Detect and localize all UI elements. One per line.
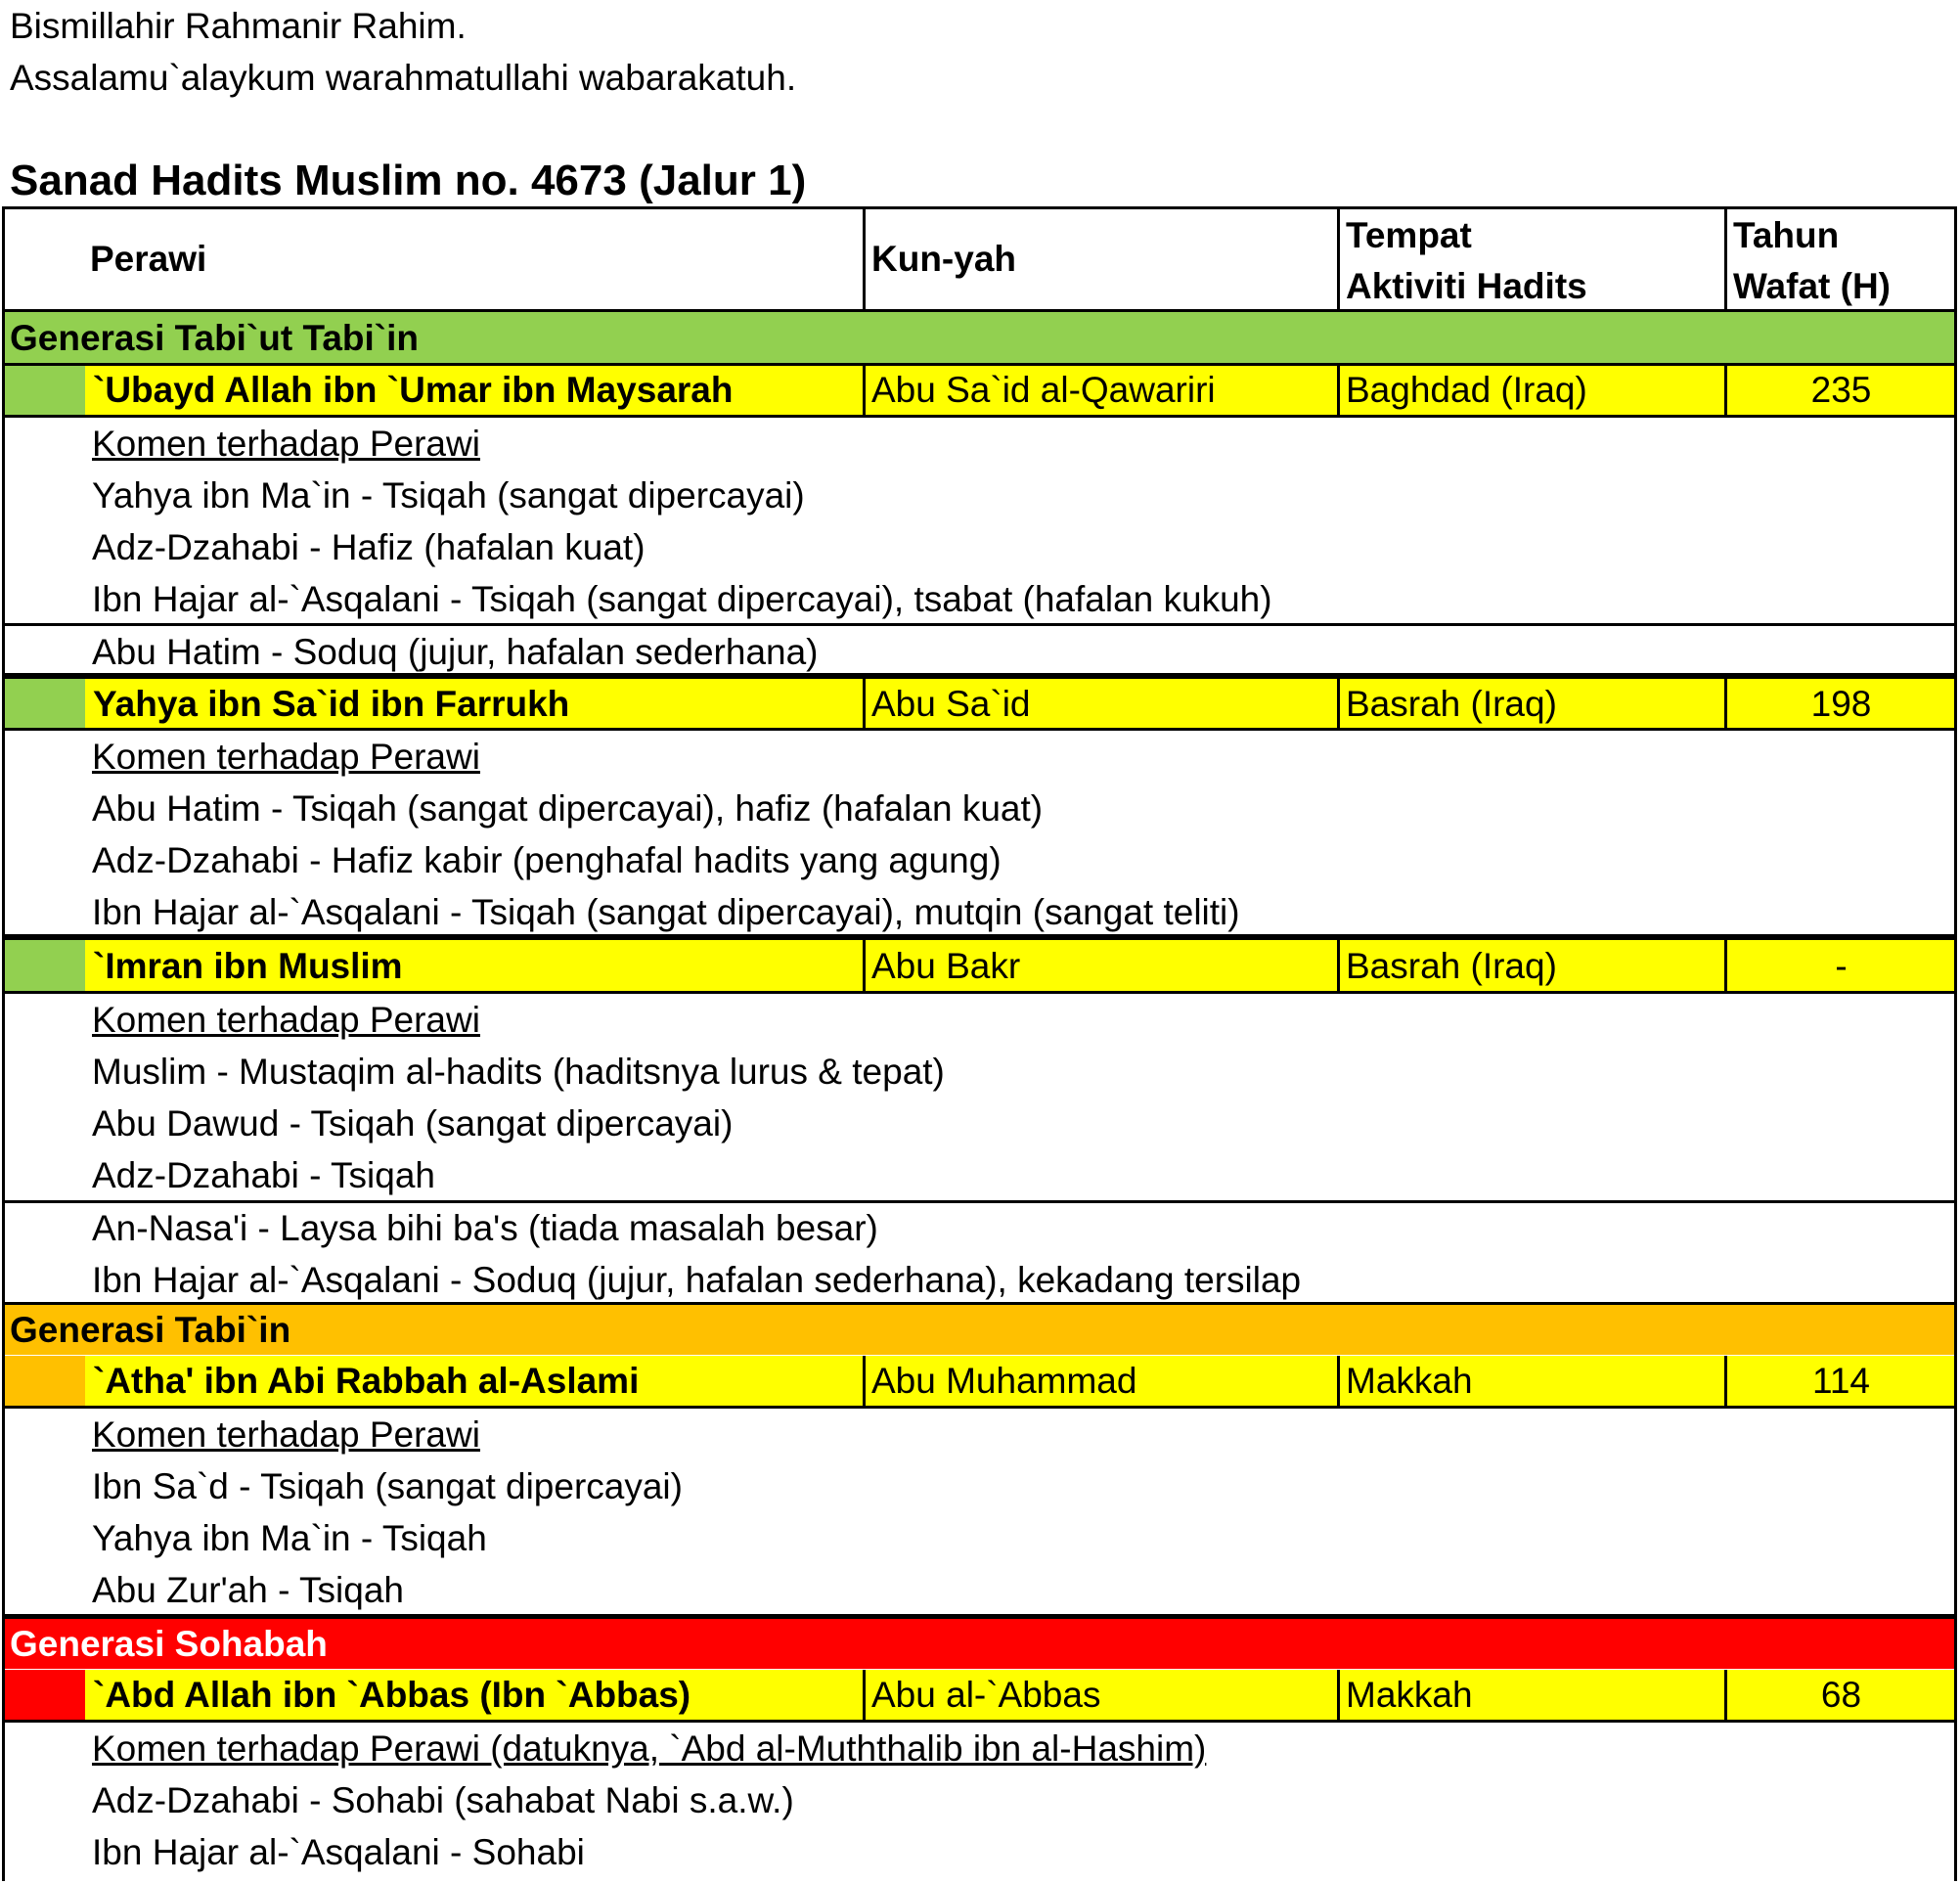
- comment-line: An-Nasa'i - Laysa bihi ba's (tiada masalah besar): [92, 1208, 878, 1248]
- narrator-tahun: [1725, 364, 1957, 416]
- comment-line: Ibn Hajar al-`Asqalani - Tsiqah (sangat dipercayai), tsabat (hafalan kukuh): [92, 579, 1272, 619]
- generation-sohabah: [2, 1619, 1957, 1669]
- comment-line: Adz-Dzahabi - Sohabi (sahabat Nabi s.a.w.): [92, 1780, 794, 1820]
- narrator-row-4: [2, 1356, 1957, 1406]
- narrator-tempat: [1338, 1670, 1725, 1720]
- narrator-name: [85, 364, 864, 416]
- generation-tabiut-tabiin: [2, 312, 1957, 364]
- narrator-tempat-text: Baghdad (Iraq): [1346, 369, 1587, 410]
- comment-line: Adz-Dzahabi - Hafiz kabir (penghafal hadits yang agung): [92, 840, 1002, 880]
- narrator-name: [85, 940, 864, 992]
- narrator-kunyah: [864, 364, 1338, 416]
- narrator-tempat-text: Makkah: [1346, 1674, 1473, 1715]
- narrator-tahun-text: 198: [1810, 683, 1872, 724]
- narrator-tempat-text: Basrah (Iraq): [1346, 683, 1557, 724]
- narrator-kunyah-text: Abu Muhammad: [871, 1360, 1137, 1401]
- narrator-kunyah: [864, 1670, 1338, 1720]
- narrator-kunyah-text: Abu Bakr: [871, 945, 1021, 986]
- generation-tabiut-tabiin-label: Generasi Tabi`ut Tabi`in: [10, 317, 420, 358]
- comment-line: Ibn Hajar al-`Asqalani - Tsiqah (sangat dipercayai), mutqin (sangat teliti): [92, 892, 1240, 932]
- narrator-kunyah: [864, 940, 1338, 992]
- generation-tabiin-label: Generasi Tabi`in: [10, 1309, 291, 1350]
- narrator-kunyah-text: Abu al-`Abbas: [871, 1674, 1101, 1715]
- narrator-kunyah: [864, 679, 1338, 729]
- comment-line: Ibn Hajar al-`Asqalani - Soduq (jujur, hafalan sederhana), kekadang tersilap: [92, 1260, 1302, 1300]
- narrator-tempat: [1338, 679, 1725, 729]
- comment-head: Komen terhadap Perawi: [92, 1414, 480, 1455]
- header-tempat-line-1: Tempat: [1346, 215, 1472, 255]
- comment-line: Yahya ibn Ma`in - Tsiqah: [92, 1518, 487, 1558]
- header-tahun: [1725, 206, 1957, 311]
- comment-line: Abu Dawud - Tsiqah (sangat dipercayai): [92, 1103, 734, 1144]
- narrator-tahun-text: 68: [1820, 1674, 1862, 1715]
- generation-marker: [2, 1670, 85, 1720]
- page-title: Sanad Hadits Muslim no. 4673 (Jalur 1): [10, 157, 807, 204]
- narrator-tahun-text: 235: [1810, 369, 1872, 410]
- comments-block-3: [2, 994, 1957, 1305]
- generation-sohabah-label: Generasi Sohabah: [10, 1623, 328, 1664]
- narrator-tahun: [1725, 940, 1957, 992]
- generation-tabiin: [2, 1305, 1957, 1355]
- header-tempat: [1338, 206, 1725, 311]
- narrator-name-text: Yahya ibn Sa`id ibn Farrukh: [93, 683, 570, 724]
- header-tahun-line-1: Tahun: [1733, 215, 1840, 255]
- narrator-row-5: [2, 1670, 1957, 1720]
- narrator-tempat: [1338, 364, 1725, 416]
- header-kunyah: [864, 206, 1338, 311]
- narrator-tempat-text: Basrah (Iraq): [1346, 945, 1557, 986]
- narrator-name-text: `Atha' ibn Abi Rabbah al-Aslami: [93, 1360, 640, 1401]
- header-kunyah-label: Kun-yah: [871, 238, 1016, 279]
- generation-marker: [2, 940, 85, 992]
- table-header: [2, 206, 1957, 311]
- narrator-row-1: [2, 364, 1957, 416]
- header-perawi: [2, 206, 864, 311]
- comment-head: Komen terhadap Perawi: [92, 424, 480, 464]
- generation-marker: [2, 364, 85, 416]
- header-tempat-line-2: Aktiviti Hadits: [1346, 266, 1587, 306]
- narrator-kunyah: [864, 1356, 1338, 1406]
- narrator-kunyah-text: Abu Sa`id: [871, 683, 1031, 724]
- narrator-tempat-text: Makkah: [1346, 1360, 1473, 1401]
- greeting-line-2: Assalamu`alaykum warahmatullahi wabarakatuh.: [10, 58, 797, 98]
- narrator-tahun-text: -: [1835, 945, 1848, 986]
- narrator-tahun: [1725, 1670, 1957, 1720]
- narrator-tahun-text: 114: [1812, 1360, 1870, 1401]
- header-tahun-line-2: Wafat (H): [1733, 266, 1891, 306]
- comments-block-2: [2, 731, 1957, 936]
- comment-line: Muslim - Mustaqim al-hadits (haditsnya lurus & tepat): [92, 1052, 945, 1092]
- comment-line: Yahya ibn Ma`in - Tsiqah (sangat dipercayai): [92, 475, 805, 516]
- comment-line: Abu Hatim - Soduq (jujur, hafalan sederhana): [92, 632, 819, 672]
- comments-block-5: [2, 1723, 1957, 1881]
- narrator-tempat: [1338, 1356, 1725, 1406]
- generation-label: [2, 312, 1957, 364]
- narrator-row-3: [2, 940, 1957, 992]
- narrator-row-2: [2, 679, 1957, 729]
- generation-label: [2, 1619, 1957, 1669]
- narrator-name-text: `Ubayd Allah ibn `Umar ibn Maysarah: [93, 369, 734, 410]
- narrator-name: [85, 1356, 864, 1406]
- narrator-name: [85, 679, 864, 729]
- comment-head: Komen terhadap Perawi: [92, 737, 480, 777]
- narrator-tempat: [1338, 940, 1725, 992]
- greeting-line-1: Bismillahir Rahmanir Rahim.: [10, 6, 467, 46]
- comment-line: Adz-Dzahabi - Tsiqah: [92, 1155, 435, 1195]
- narrator-name-text: `Abd Allah ibn `Abbas (Ibn `Abbas): [93, 1674, 691, 1715]
- generation-label: [2, 1305, 1957, 1355]
- comment-head: Komen terhadap Perawi: [92, 1000, 480, 1040]
- generation-marker: [2, 1356, 85, 1406]
- header-perawi-label: Perawi: [90, 238, 207, 279]
- comment-line: Abu Zur'ah - Tsiqah: [92, 1570, 404, 1610]
- comment-line: Adz-Dzahabi - Hafiz (hafalan kuat): [92, 527, 646, 567]
- narrator-kunyah-text: Abu Sa`id al-Qawariri: [871, 369, 1216, 410]
- comment-line: Ibn Sa`d - Tsiqah (sangat dipercayai): [92, 1466, 683, 1506]
- comment-head: Komen terhadap Perawi (datuknya, `Abd al-Muththalib ibn al-Hashim): [92, 1728, 1207, 1769]
- comment-line: Abu Hatim - Tsiqah (sangat dipercayai), hafiz (hafalan kuat): [92, 788, 1044, 829]
- narrator-name-text: `Imran ibn Muslim: [93, 945, 403, 986]
- comments-block-4: [2, 1409, 1957, 1616]
- generation-marker: [2, 679, 85, 729]
- narrator-tahun: [1725, 679, 1957, 729]
- comment-line: Ibn Hajar al-`Asqalani - Sohabi: [92, 1832, 585, 1872]
- narrator-tahun: [1725, 1356, 1957, 1406]
- narrator-name: [85, 1670, 864, 1720]
